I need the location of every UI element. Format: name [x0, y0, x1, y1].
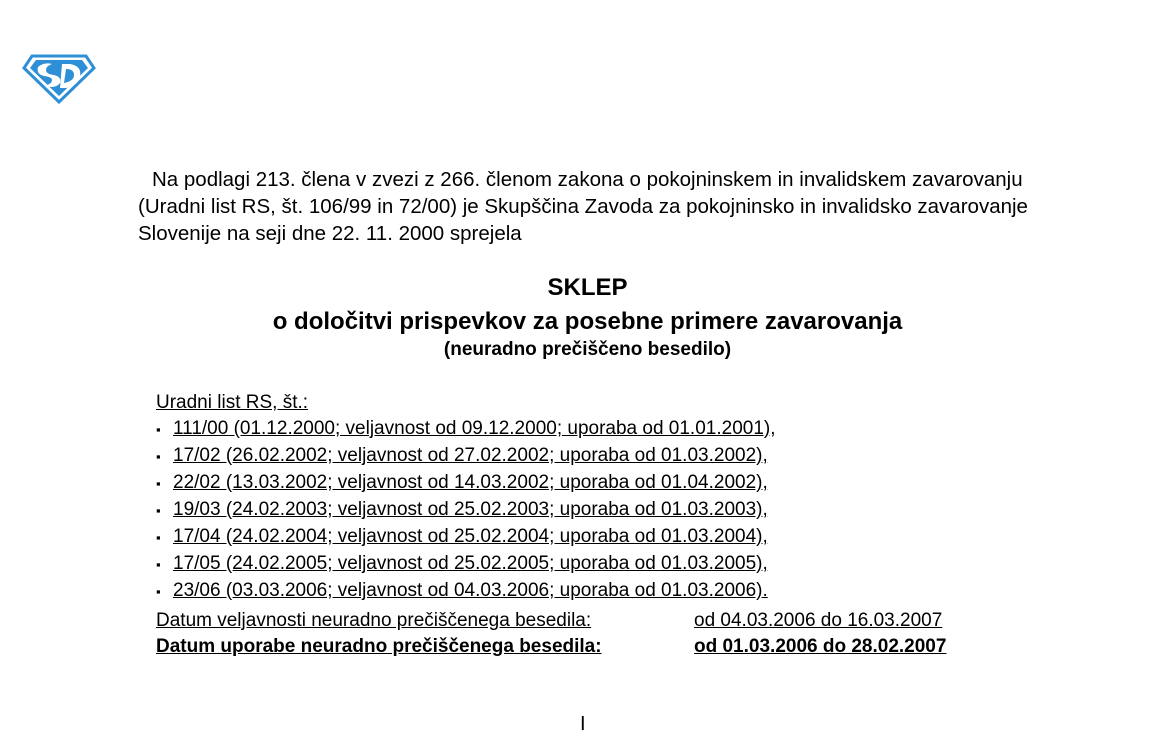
zpiz-logo [22, 50, 96, 104]
application-row [156, 634, 946, 660]
bullet-icon: ▪ [156, 530, 161, 545]
gazette-link[interactable]: 22/02 (13.03.2002; veljavnost od 14.03.2002; uporaba od 01.04.2002), [173, 472, 768, 493]
gazette-item [156, 551, 776, 578]
gazette-item [156, 578, 776, 605]
gazette-link[interactable]: 19/03 (24.02.2003; veljavnost od 25.02.2003; uporaba od 01.03.2003), [173, 499, 768, 520]
gazette-link[interactable]: 17/05 (24.02.2005; veljavnost od 25.02.2005; uporaba od 01.03.2005), [173, 553, 768, 574]
gazette-link[interactable]: 23/06 (03.03.2006; veljavnost od 04.03.2006; uporaba od 01.03.2006). [173, 580, 768, 601]
bullet-icon: ▪ [156, 476, 161, 491]
document-note: (neuradno prečiščeno besedilo) [443, 339, 732, 360]
gazette-item [156, 443, 776, 470]
bullet-icon: ▪ [156, 584, 161, 599]
gazette-item [156, 470, 776, 497]
intro-paragraph: Na podlagi 213. člena v zvezi z 266. členom zakona o pokojninskem in invalidskem zavarovanju (Uradni list RS, št. 106/99 in 72/00) je Skupščina Zavoda za pokojninsko in invalidsko zavarovanje Slovenije na seji dne 22. 11. 2000 sprejela [138, 168, 1028, 245]
gazette-section [156, 390, 776, 605]
gazette-item [156, 416, 776, 443]
application-label: Datum uporabe neuradno prečiščenega besedila: [156, 636, 602, 657]
document-subtitle: o določitvi prispevkov za posebne primere zavarovanja [272, 308, 903, 335]
gazette-item [156, 497, 776, 524]
bullet-icon: ▪ [156, 557, 161, 572]
validity-row [156, 608, 946, 634]
gazette-link[interactable]: 17/04 (24.02.2004; veljavnost od 25.02.2004; uporaba od 01.03.2004), [173, 526, 768, 547]
bullet-icon: ▪ [156, 422, 161, 437]
application-value: od 01.03.2006 do 28.02.2007 [694, 636, 947, 657]
validity-value: od 04.03.2006 do 16.03.2007 [694, 610, 943, 631]
document-title: SKLEP [547, 274, 628, 301]
gazette-link[interactable]: 17/02 (26.02.2002; veljavnost od 27.02.2002; uporaba od 01.03.2002), [173, 445, 768, 466]
bullet-icon: ▪ [156, 449, 161, 464]
gazette-item [156, 524, 776, 551]
bullet-icon: ▪ [156, 503, 161, 518]
dates-section [156, 608, 946, 660]
page-number: I [580, 713, 586, 735]
gazette-label: Uradni list RS, št.: [156, 392, 309, 413]
gazette-link[interactable]: 111/00 (01.12.2000; veljavnost od 09.12.2000; uporaba od 01.01.2001), [173, 418, 776, 439]
gazette-list [156, 416, 776, 605]
validity-label: Datum veljavnosti neuradno prečiščenega besedila: [156, 610, 592, 631]
